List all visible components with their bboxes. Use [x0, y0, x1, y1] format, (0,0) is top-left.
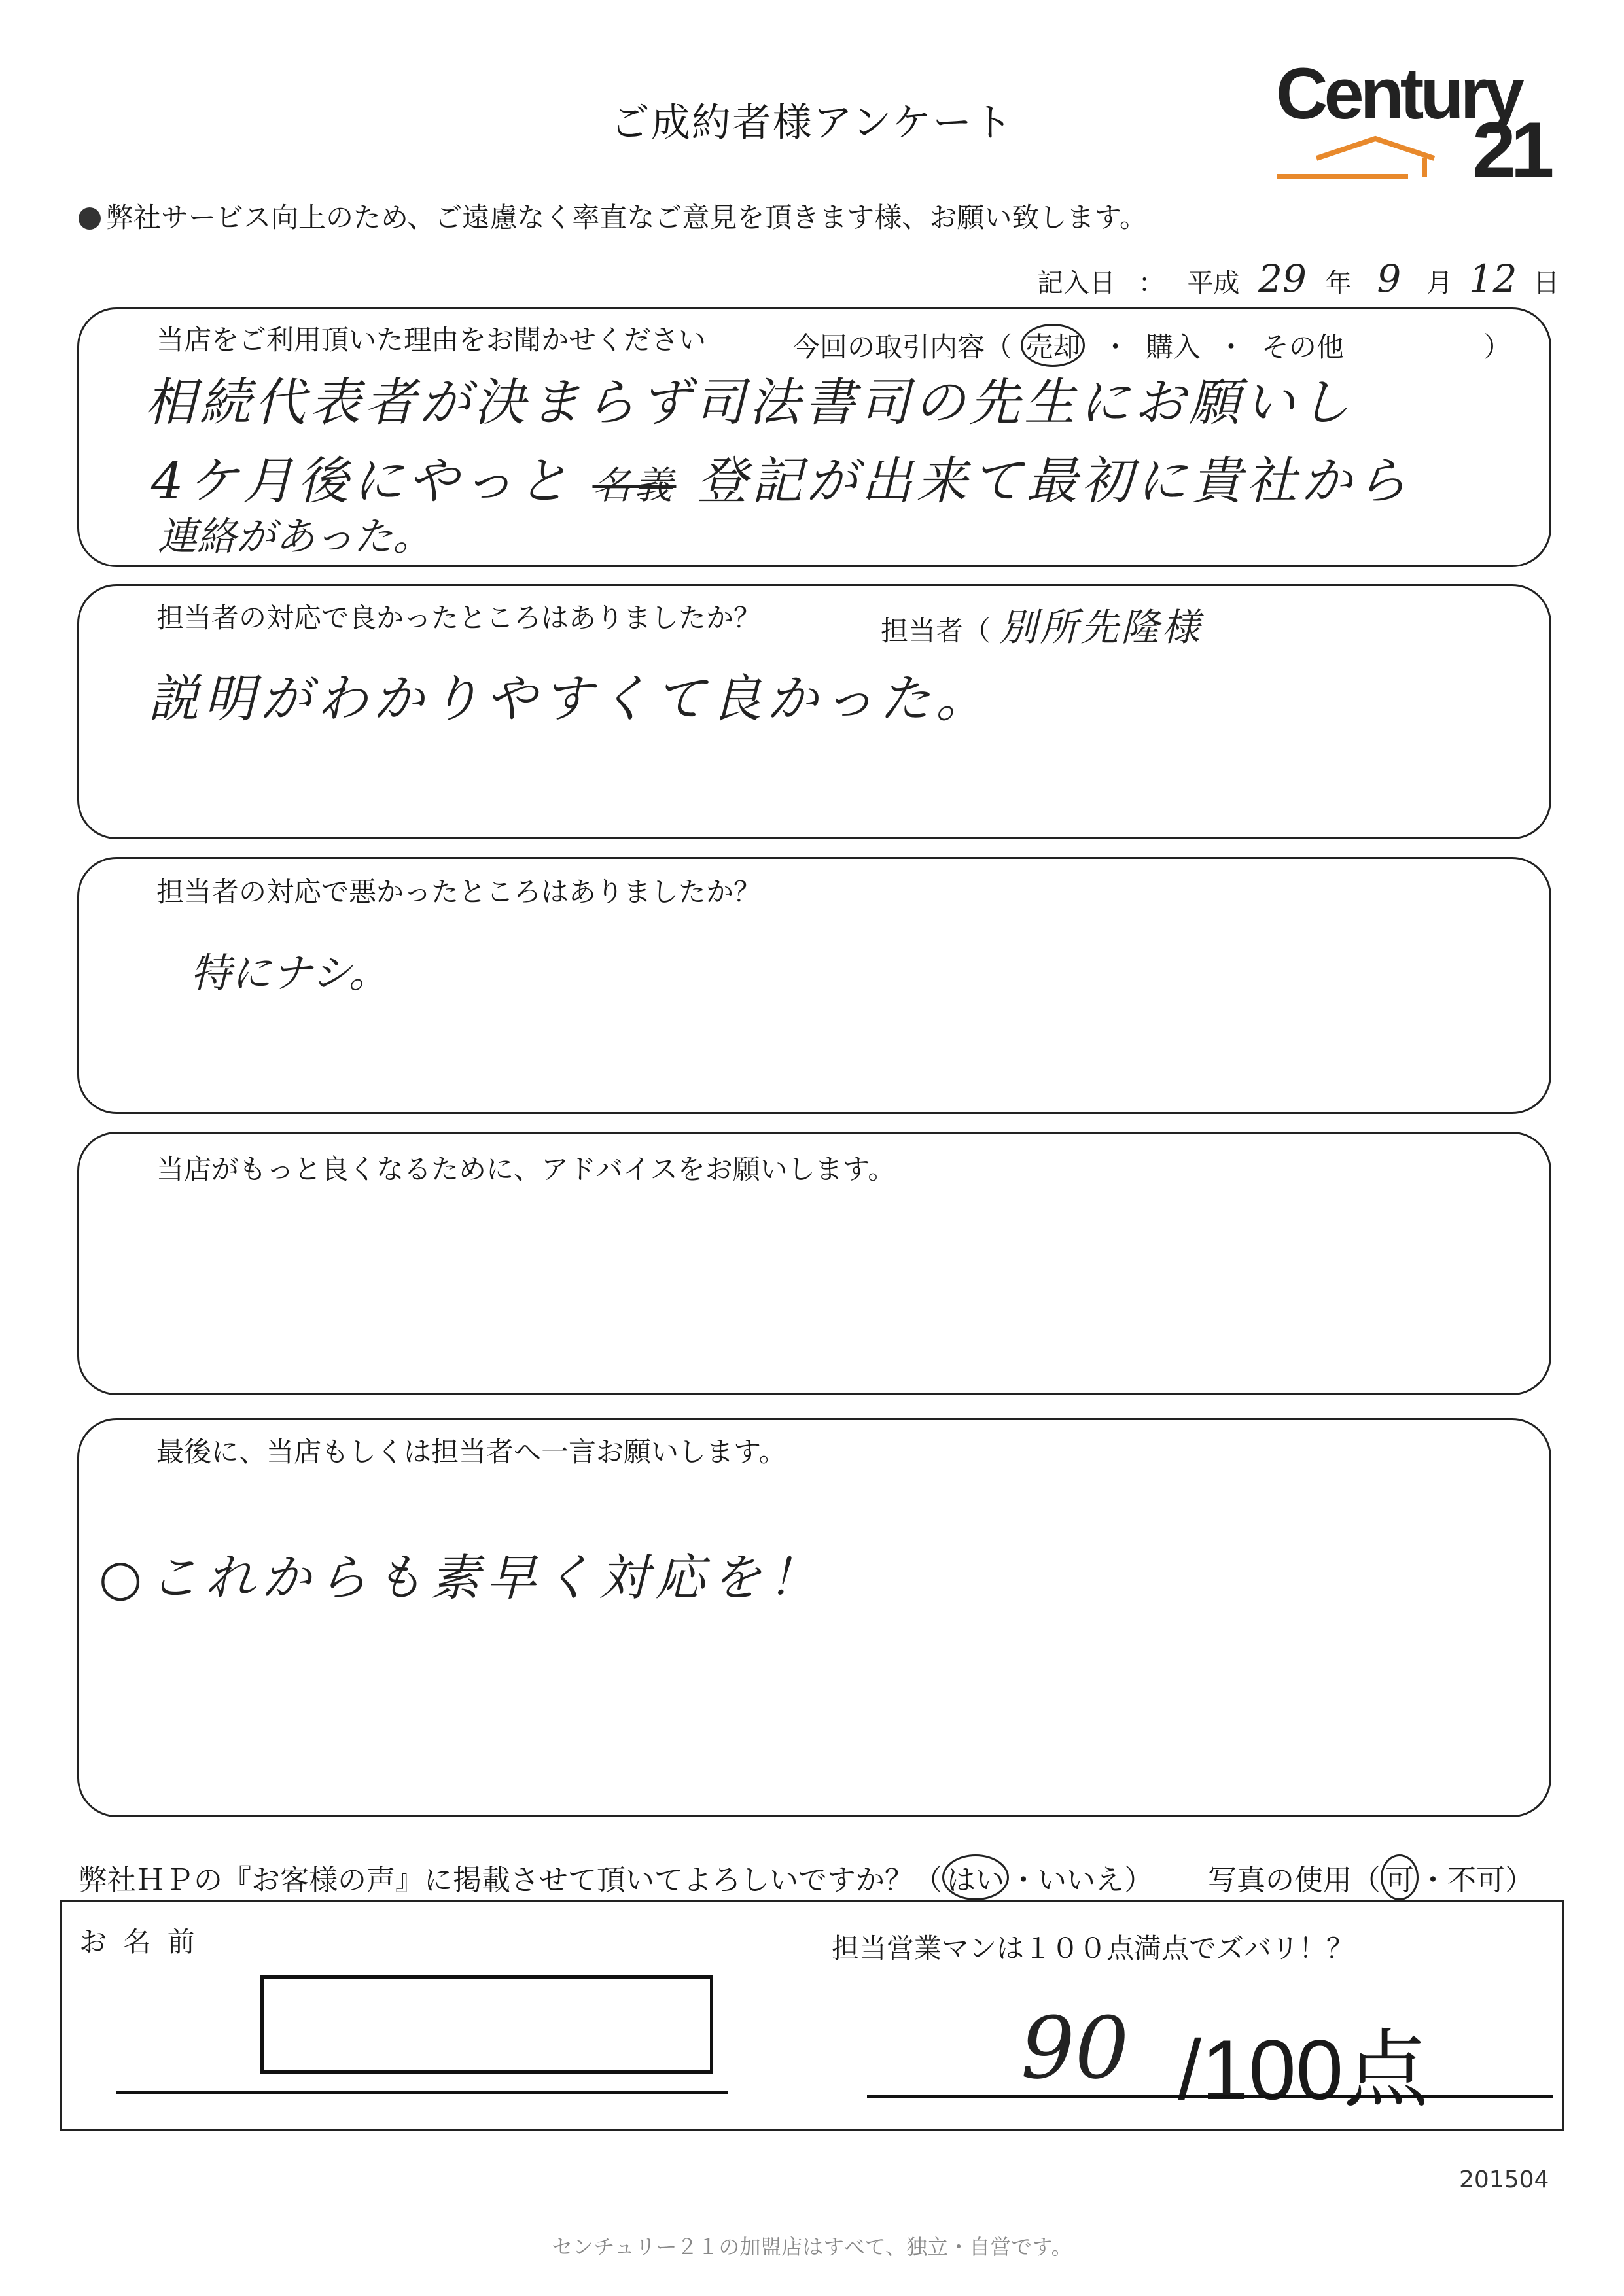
date-colon: ：: [1138, 268, 1165, 298]
good-points-box: [77, 584, 1551, 839]
reason-answer-line1: 相続代表者が決まらず司法書司の先生にお願いし: [145, 374, 1354, 432]
good-points-answer: 説明がわかりやすくて良かった。: [148, 670, 993, 729]
option-other[interactable]: その他: [1261, 331, 1344, 363]
name-label: お 名 前: [79, 1926, 199, 1958]
transaction-label: 今回の取引内容（: [792, 331, 1013, 363]
logo-number: 21: [1472, 106, 1549, 194]
staff-label: 担当者（: [881, 615, 991, 647]
date-month: 9: [1377, 256, 1402, 301]
advice-box: [77, 1132, 1551, 1395]
logo-word: Century: [1276, 54, 1521, 134]
message-answer: ○これからも素早く対応を！: [99, 1548, 824, 1607]
date-year-unit: 年: [1325, 268, 1352, 298]
transaction-type: 今回の取引内容（ 売却 ・ 購入 ・ その他 ）: [792, 324, 1511, 367]
score-question: 担当営業マンは１００点満点でズバリ！？: [832, 1932, 1354, 1964]
date-month-unit: 月: [1426, 268, 1453, 298]
logo-roof-icon: [1277, 130, 1474, 182]
advice-question: 当店がもっと良くなるために、アドバイスをお願いします。: [156, 1153, 896, 1185]
reason-answer-line2: 4ケ月後にやっと 名義 登記が出来て最初に貴社から: [151, 452, 1411, 511]
date-day: 12: [1468, 256, 1517, 301]
score-value: 90: [1021, 1998, 1129, 2098]
photo-no[interactable]: 不可: [1447, 1864, 1505, 1897]
date-row: [1037, 256, 1559, 301]
name-redaction-box: [260, 1975, 713, 2074]
century21-logo: [1276, 52, 1557, 194]
form-title: ご成約者様アンケート: [610, 100, 1014, 146]
consent-no[interactable]: いいえ: [1038, 1864, 1124, 1897]
reason-answer-line3: 連絡があった。: [158, 514, 432, 560]
photo-yes-selected[interactable]: 可: [1381, 1854, 1419, 1900]
photo-label: 写真の使用（: [1208, 1864, 1381, 1897]
message-question: 最後に、当店もしくは担当者へ一言お願いします。: [156, 1436, 786, 1468]
staff-field: [881, 597, 1202, 652]
bad-points-answer: 特にナシ。: [190, 949, 389, 997]
footer-note: センチュリー２１の加盟店はすべて、独立・自営です。: [552, 2235, 1072, 2259]
struck-word: 名義: [592, 463, 677, 508]
name-underline: [116, 2091, 728, 2094]
bad-points-box: [77, 857, 1551, 1114]
date-day-unit: 日: [1533, 268, 1560, 298]
reason-question: 当店をご利用頂いた理由をお聞かせください: [156, 324, 707, 356]
form-code: 201504: [1459, 2166, 1549, 2193]
intro-text: 弊社サービス向上のため、ご遠慮なく率直なご意見を頂きます様、お願い致します。: [79, 196, 1147, 235]
reason-box: [77, 307, 1551, 567]
score-total: /100点: [1178, 2022, 1429, 2117]
option-sell-selected[interactable]: 売却: [1021, 324, 1085, 367]
consent-row: 弊社ＨＰの『お客様の声』に掲載させて頂いてよろしいですか？（ はい ・いいえ） 写真の使用（ 可 ・不可）: [79, 1854, 1534, 1900]
consent-question: 弊社ＨＰの『お客様の声』に掲載させて頂いてよろしいですか？（: [79, 1864, 942, 1897]
date-era: 平成: [1187, 268, 1240, 298]
date-year: 29: [1258, 256, 1307, 301]
score-underline: [867, 2095, 1553, 2098]
good-points-question: 担当者の対応で良かったところはありましたか？: [156, 602, 762, 634]
staff-name: 別所先隆様: [999, 605, 1203, 650]
bad-points-question: 担当者の対応で悪かったところはありましたか？: [156, 876, 762, 908]
date-label: 記入日: [1037, 268, 1116, 298]
message-box: [77, 1418, 1551, 1817]
consent-yes-selected[interactable]: はい: [942, 1854, 1009, 1900]
bullet-icon: [79, 207, 101, 230]
option-buy[interactable]: 購入: [1146, 331, 1201, 363]
